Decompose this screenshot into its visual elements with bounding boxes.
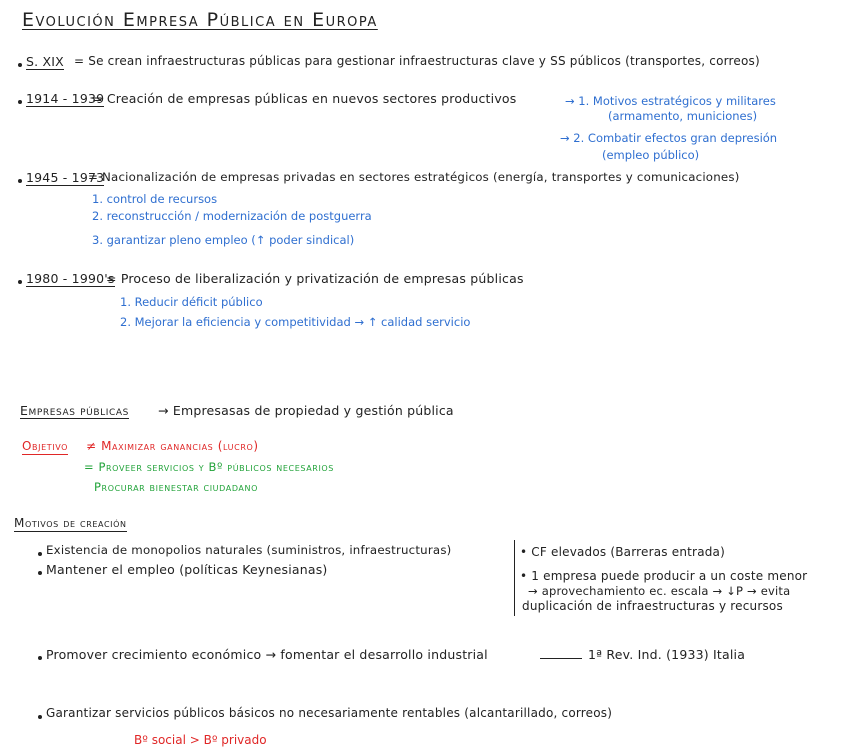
list-item: 1. Reducir déficit público (120, 295, 263, 309)
motive-left: Existencia de monopolios naturales (suministros, infraestructuras) (46, 543, 452, 557)
bullet (18, 179, 22, 183)
period-date: S. XIX (26, 54, 64, 69)
objective-yes: = Proveer servicios y Bº públicos necesarios (84, 460, 334, 474)
connector-line (540, 658, 582, 659)
list-item: 1. control de recursos (92, 192, 218, 206)
bullet (18, 100, 22, 104)
motive-left: Mantener el empleo (políticas Keynesianas) (46, 562, 328, 577)
objective-not: ≠ Maximizar ganancias (lucro) (86, 439, 259, 453)
motive-right: → aprovechamiento ec. escala → ↓P → evita (528, 584, 791, 598)
motive-item: → 1. Motivos estratégicos y militares (565, 94, 776, 108)
bullet (38, 552, 42, 556)
bullet (38, 656, 42, 660)
list-item: 2. Mejorar la eficiencia y competitividad → ↑ calidad servicio (120, 315, 471, 329)
list-item: 3. garantizar pleno empleo (↑ poder sindical) (92, 233, 355, 247)
objective-yes: Procurar bienestar ciudadano (94, 480, 258, 494)
motive-item: (empleo público) (602, 148, 700, 162)
period-date: 1945 - 1973 (26, 170, 105, 185)
motives-heading: Motivos de creación (14, 516, 127, 530)
objective-label: Objetivo (22, 439, 69, 453)
motive-growth: Promover crecimiento económico → fomentar el desarrollo industrial (46, 647, 488, 662)
period-date: 1914 - 1939 (26, 91, 105, 106)
period-date: 1980 - 1990's (26, 271, 115, 286)
definition-label: Empresas públicas (20, 403, 129, 418)
motive-right: duplicación de infraestructuras y recursos (522, 599, 783, 613)
motive-services: Garantizar servicios públicos básicos no necesariamente rentables (alcantarillado, correos) (46, 706, 613, 720)
page-title: Evolución Empresa Pública en Europa (22, 9, 378, 31)
bullet (18, 280, 22, 284)
bullet (38, 571, 42, 575)
period-text: = Se crean infraestructuras públicas para gestionar infraestructuras clave y SS públicos (transportes, correos) (74, 54, 760, 68)
motive-item: → 2. Combatir efectos gran depresión (560, 131, 778, 145)
motive-right: • CF elevados (Barreras entrada) (520, 545, 725, 559)
definition-text: → Empresasas de propiedad y gestión pública (158, 403, 454, 418)
motive-item: (armamento, municiones) (608, 109, 758, 123)
bullet (38, 715, 42, 719)
list-item: 2. reconstrucción / modernización de postguerra (92, 209, 372, 223)
motive-growth-example: 1ª Rev. Ind. (1933) Italia (588, 647, 746, 662)
period-text: = Creación de empresas públicas en nuevos sectores productivos (92, 91, 517, 106)
period-text: = Nacionalización de empresas privadas en sectores estratégicos (energía, transportes y comunicaciones) (88, 170, 740, 184)
period-text: = Proceso de liberalización y privatización de empresas públicas (106, 271, 524, 286)
bullet (18, 63, 22, 67)
motive-right: • 1 empresa puede producir a un coste menor (520, 569, 808, 583)
benefit-comparison: Bº social > Bº privado (134, 733, 267, 747)
divider (514, 540, 515, 616)
